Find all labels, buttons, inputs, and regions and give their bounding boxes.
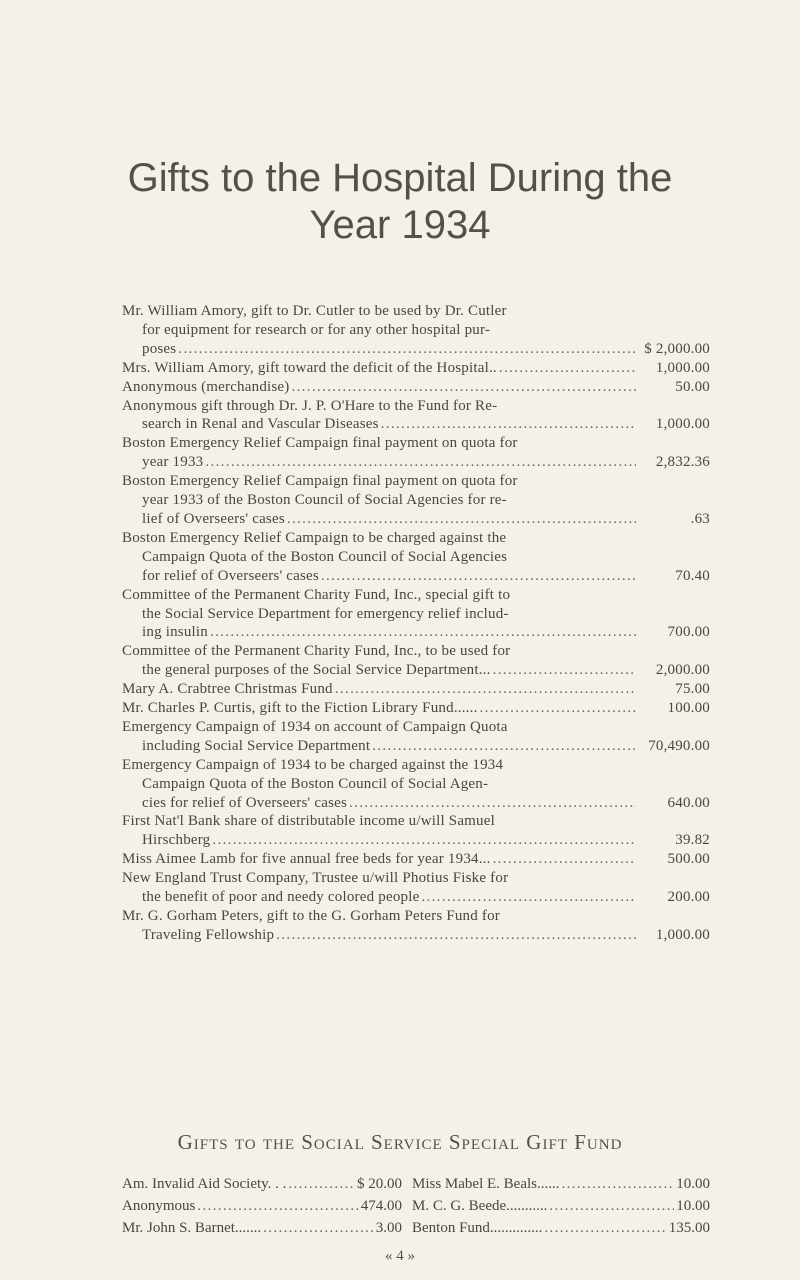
donation-amount: $ 20.00 <box>357 1176 402 1192</box>
gift-entry-text: Anonymous gift through Dr. J. P. O'Hare to the Fund for Re- <box>122 397 498 414</box>
gift-entry <box>122 850 710 869</box>
donation-amount: 10.00 <box>676 1198 710 1214</box>
section-heading: Gifts to the Social Service Special Gift Fund <box>177 1130 623 1154</box>
dot-leader <box>349 794 636 813</box>
gift-entry <box>122 397 710 435</box>
dot-leader <box>178 340 636 359</box>
gift-amount: 1,000.00 <box>655 416 710 433</box>
dot-leader <box>549 1195 674 1217</box>
donation-amount: 474.00 <box>360 1198 402 1214</box>
gift-amount: 70,490.00 <box>648 737 710 754</box>
gift-amount: 100.00 <box>667 700 710 717</box>
gift-entry-text: Mrs. William Amory, gift toward the deficit of the Hospital.. <box>122 359 497 376</box>
gift-entry <box>122 642 710 680</box>
dot-leader <box>291 378 636 397</box>
gift-entry <box>122 472 710 529</box>
gift-entry-text: Traveling Fellowship <box>142 926 275 943</box>
gift-amount: $ 2,000.00 <box>644 340 710 357</box>
dot-leader <box>321 567 636 586</box>
dot-leader <box>544 1217 666 1239</box>
gift-entry-text: First Nat'l Bank share of distributable income u/will Samuel <box>122 813 495 830</box>
gift-entry-text: Mr. Charles P. Curtis, gift to the Fiction Library Fund...... <box>122 700 478 717</box>
dot-leader <box>381 415 636 434</box>
gift-entry <box>122 812 710 850</box>
gift-entry-text: Mr. William Amory, gift to Dr. Cutler to be used by Dr. Cutler <box>122 303 507 319</box>
dot-leader <box>499 359 636 378</box>
gift-entry <box>122 907 710 945</box>
donor-name: Am. Invalid Aid Society. . . <box>122 1176 287 1192</box>
gift-entry-text: including Social Service Department <box>142 737 371 754</box>
gift-amount: 500.00 <box>667 851 710 868</box>
gift-amount: .63 <box>690 510 710 527</box>
special-fund-row <box>412 1217 710 1239</box>
gift-entry-text: year 1933 of the Boston Council of Social Agencies for re- <box>142 492 507 509</box>
gift-entry-text: Miss Aimee Lamb for five annual free beds for year 1934... <box>122 851 491 868</box>
dot-leader <box>287 510 636 529</box>
dot-leader <box>205 453 636 472</box>
gift-entry <box>122 359 710 378</box>
gift-entry-text: search in Renal and Vascular Diseases <box>142 416 379 433</box>
gift-entry <box>122 302 710 359</box>
gift-amount: 1,000.00 <box>655 359 710 376</box>
dot-leader <box>562 1173 675 1195</box>
gift-amount: 2,000.00 <box>655 662 710 679</box>
gift-entry <box>122 586 710 643</box>
donor-name: Mr. John S. Barnet....... <box>122 1220 262 1236</box>
donor-name: Miss Mabel E. Beals...... <box>412 1176 560 1192</box>
gifts-list <box>122 302 710 945</box>
gift-entry-text: Committee of the Permanent Charity Fund, Inc., to be used for <box>122 643 511 660</box>
gift-entry-text: cies for relief of Overseers' cases <box>142 794 348 811</box>
donor-name: M. C. G. Beede........... <box>412 1198 548 1214</box>
gift-entry-text: Emergency Campaign of 1934 to be charged against the 1934 <box>122 756 504 773</box>
gift-amount: 700.00 <box>667 624 710 641</box>
dot-leader <box>480 699 636 718</box>
gift-amount: 70.40 <box>675 567 710 584</box>
gift-amount: 200.00 <box>667 889 710 906</box>
gift-entry-text: New England Trust Company, Trustee u/will Photius Fiske for <box>122 870 509 887</box>
gift-entry-text: lief of Overseers' cases <box>142 510 285 527</box>
special-fund-row <box>122 1217 402 1239</box>
dot-leader <box>276 926 636 945</box>
gift-entry-text: Campaign Quota of the Boston Council of Social Agencies <box>142 548 508 565</box>
donation-amount: 10.00 <box>676 1176 710 1192</box>
gift-entry-text: Boston Emergency Relief Campaign final payment on quota for <box>122 435 518 452</box>
gift-amount: 39.82 <box>675 832 710 849</box>
dot-leader <box>493 850 636 869</box>
page-number: « 4 » <box>385 1248 415 1264</box>
gift-entry <box>122 434 710 472</box>
gift-entry-text: Boston Emergency Relief Campaign to be charged against the <box>122 529 507 546</box>
gift-amount: 50.00 <box>675 378 710 395</box>
gift-entry <box>122 718 710 756</box>
donor-name: Anonymous <box>122 1198 196 1214</box>
special-fund-row <box>412 1195 710 1217</box>
gift-amount: 75.00 <box>675 681 710 698</box>
dot-leader <box>493 661 636 680</box>
gift-entry <box>122 699 710 718</box>
gift-entry-text: Boston Emergency Relief Campaign final payment on quota for <box>122 473 518 490</box>
dot-leader <box>335 680 636 699</box>
gift-amount: 1,000.00 <box>655 926 710 943</box>
gift-entry-text: Committee of the Permanent Charity Fund, Inc., special gift to <box>122 586 511 603</box>
page-title <box>0 155 800 249</box>
gift-entry-text: for relief of Overseers' cases <box>142 567 319 584</box>
gift-entry-text: Emergency Campaign of 1934 on account of Campaign Quota <box>122 718 508 735</box>
gift-entry-text: Hirschberg <box>142 832 211 849</box>
gift-entry-text: for equipment for research or for any other hospital pur- <box>142 321 491 338</box>
special-fund-row <box>122 1173 402 1195</box>
gift-amount: 640.00 <box>667 794 710 811</box>
dot-leader <box>210 623 636 642</box>
donation-amount: 3.00 <box>375 1220 402 1236</box>
special-fund-row <box>122 1195 402 1217</box>
gift-entry <box>122 529 710 586</box>
gift-entry-text: year 1933 <box>142 454 204 471</box>
gift-entry <box>122 378 710 397</box>
special-fund-left-column <box>122 1173 402 1239</box>
dot-leader <box>263 1217 374 1239</box>
gift-entry-text: Mary A. Crabtree Christmas Fund <box>122 681 333 698</box>
gift-entry <box>122 869 710 907</box>
gift-entry <box>122 756 710 813</box>
gift-amount: 2,832.36 <box>655 454 710 471</box>
gift-entry-text: Mr. G. Gorham Peters, gift to the G. Gorham Peters Fund for <box>122 908 500 924</box>
dot-leader <box>212 831 636 850</box>
gift-entry-text: the benefit of poor and needy colored people <box>142 889 420 906</box>
donation-amount: 135.00 <box>668 1220 710 1236</box>
gift-entry-text: the general purposes of the Social Service Department... <box>142 662 491 679</box>
gift-entry <box>122 680 710 699</box>
gift-entry-text: the Social Service Department for emergency relief includ- <box>142 605 509 622</box>
donor-name: Benton Fund.............. <box>412 1220 543 1236</box>
special-fund-right-column <box>412 1173 710 1239</box>
gift-entry-text: Anonymous (merchandise) <box>122 378 290 395</box>
dot-leader <box>421 888 636 907</box>
gift-entry-text: Campaign Quota of the Boston Council of Social Agen- <box>142 775 489 792</box>
special-fund-row <box>412 1173 710 1195</box>
dot-leader <box>372 737 636 756</box>
gift-entry-text: ing insulin <box>142 624 208 641</box>
gift-entry-text: poses <box>142 340 177 357</box>
title-line-2: Year 1934 <box>309 203 491 247</box>
dot-leader <box>197 1195 358 1217</box>
dot-leader <box>288 1173 355 1195</box>
title-line-1: Gifts to the Hospital During the <box>127 156 673 200</box>
